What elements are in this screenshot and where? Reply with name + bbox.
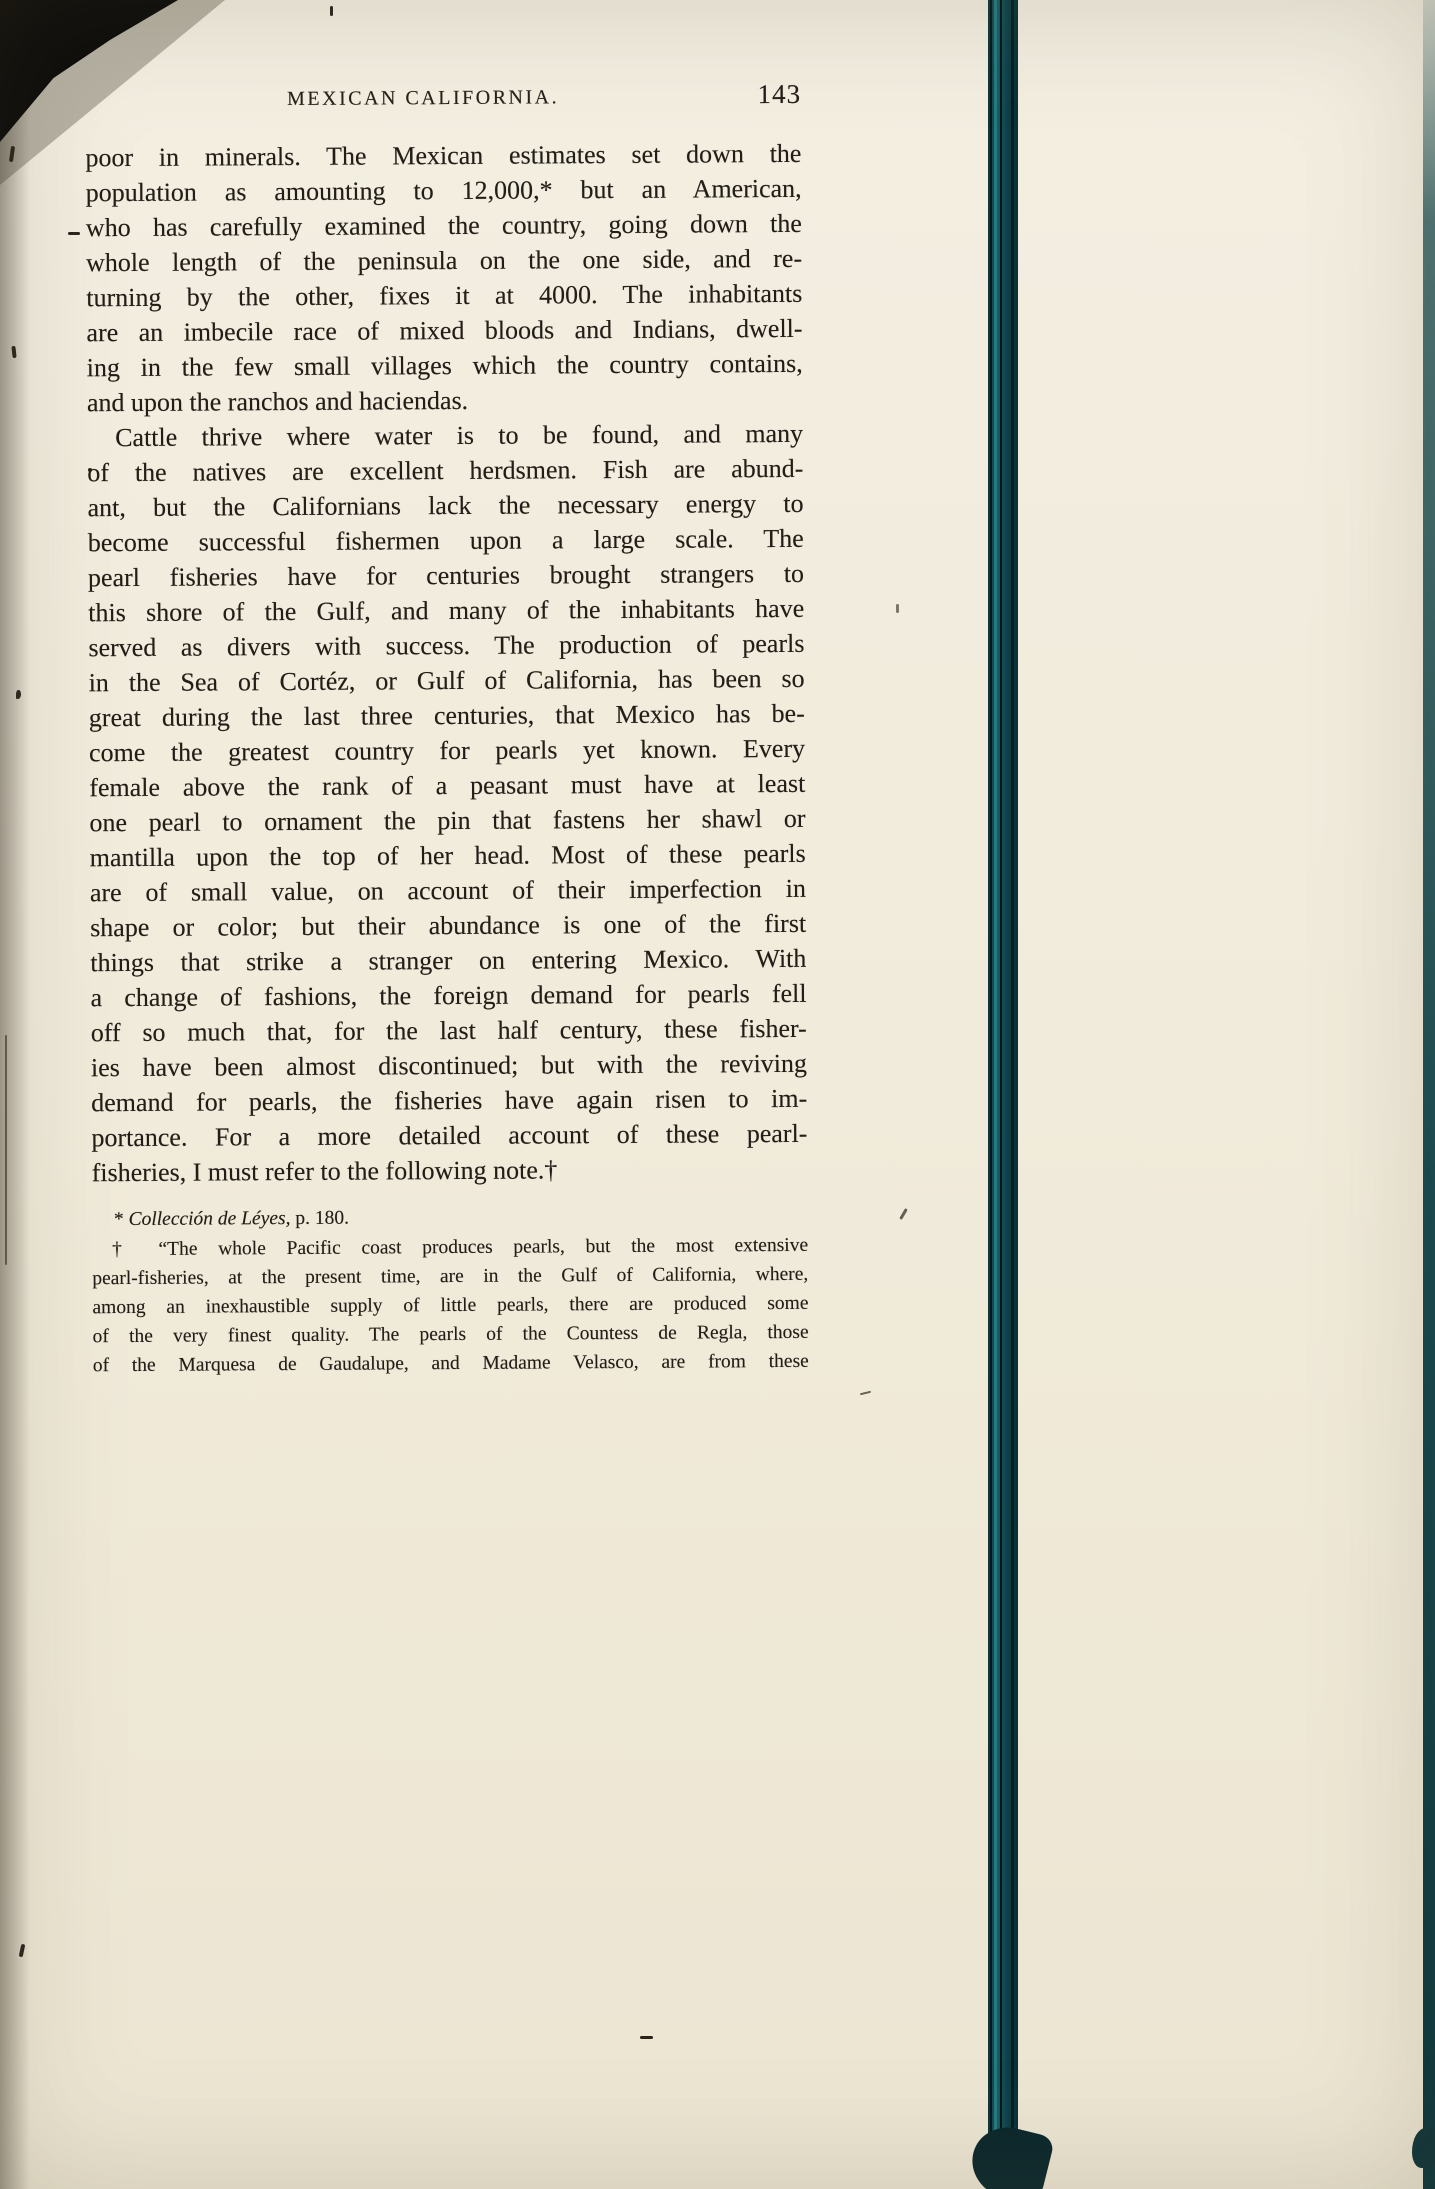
body-line: great during the last three centuries, that Mexico has be- — [88, 698, 805, 733]
body-line: demand for pearls, the fisheries have again risen to im- — [91, 1083, 808, 1118]
body-line: are of small value, on account of their imperfection in — [89, 873, 807, 908]
running-title: MEXICAN CALIFORNIA. — [287, 86, 560, 111]
footnote-page-ref: p. 180. — [295, 1207, 350, 1229]
body-line: ant, but the Californians lack the necessary energy to — [87, 488, 804, 523]
scan-right-border — [1423, 0, 1435, 2189]
page-edge-line — [1011, 0, 1014, 2189]
body-line: poor in minerals. The Mexican estimates set down the — [85, 138, 802, 173]
footnote-line: of the Marquesa de Gaudalupe, and Madame Velasco, are from these — [92, 1350, 809, 1377]
footnote-citation: Collección de Léyes, — [128, 1208, 291, 1230]
body-line: become successful fishermen upon a large scale. The — [87, 523, 804, 558]
footnote-line: † “The whole Pacific coast produces pearls, but the most extensive — [112, 1234, 809, 1261]
body-line: mantilla upon the top of her head. Most of these pearls — [89, 838, 806, 873]
body-line: served as divers with success. The production of pearls — [88, 628, 805, 663]
scan-speck — [896, 604, 899, 613]
body-line: off so much that, for the last half century, these fisher- — [90, 1013, 807, 1048]
body-line: a change of fashions, the foreign demand for pearls fell — [90, 978, 807, 1013]
footnote-1 — [92, 1201, 808, 1234]
body-line: pearl fisheries have for centuries brought strangers to — [87, 558, 805, 593]
page-number: 143 — [757, 78, 802, 110]
footnote-line: among an inexhaustible supply of little pearls, there are produced some — [92, 1292, 809, 1319]
scan-speck — [5, 1035, 7, 1265]
book-page-edges — [988, 0, 1018, 2189]
body-line: in the Sea of Cortéz, or Gulf of California, has been so — [88, 663, 805, 698]
page-edge-line — [1000, 0, 1002, 2189]
body-line: come the greatest country for pearls yet known. Every — [88, 733, 806, 768]
footnote-marker: * — [113, 1209, 124, 1231]
scan-speck — [899, 1208, 908, 1220]
body-line: female above the rank of a peasant must have at least — [89, 768, 806, 803]
scan-speck — [640, 2036, 653, 2039]
page-edge-line — [990, 0, 992, 2189]
footnote-line: of the very finest quality. The pearls of the Countess de Regla, those — [92, 1321, 809, 1348]
scan-bottom-corner-blot — [1412, 2128, 1435, 2168]
body-line: things that strike a stranger on entering Mexico. With — [90, 943, 807, 978]
body-line: ies have been almost discontinued; but with the reviving — [90, 1048, 808, 1083]
body-line: one pearl to ornament the pin that fastens her shawl or — [89, 803, 806, 838]
body-line: Cattle thrive where water is to be found, and many — [115, 418, 804, 453]
scan-speck — [68, 232, 80, 235]
page-content — [85, 78, 809, 1380]
body-line: are an imbecile race of mixed bloods and Indians, dwell- — [86, 313, 803, 348]
body-line: shape or color; but their abundance is one of the first — [90, 908, 807, 943]
page-header — [85, 78, 802, 114]
body-line: turning by the other, fixes it at 4000. The inhabitants — [86, 278, 803, 313]
body-line: portance. For a more detailed account of these pearl- — [91, 1118, 808, 1153]
scan-speck — [330, 6, 333, 16]
footnotes — [92, 1201, 809, 1380]
body-line: who has carefully examined the country, going down the — [85, 208, 802, 243]
footnote-line: pearl-fisheries, at the present time, are in the Gulf of California, where, — [92, 1263, 809, 1290]
body-line: fisheries, I must refer to the following note.† — [91, 1155, 558, 1188]
body-line: this shore of the Gulf, and many of the inhabitants have — [88, 593, 805, 628]
body-line: whole length of the peninsula on the one side, and re- — [85, 243, 803, 278]
body-line: ing in the few small villages which the country contains, — [86, 348, 803, 383]
footnote-2 — [92, 1231, 809, 1380]
body-text — [85, 136, 807, 1190]
body-line: and upon the ranchos and haciendas. — [86, 385, 469, 418]
scan-bottom-blot — [965, 2120, 1056, 2189]
page-edge-highlight — [994, 0, 997, 2189]
scan-speck — [860, 1391, 871, 1396]
body-line: population as amounting to 12,000,* but an American, — [85, 173, 802, 208]
body-line: of the natives are excellent herdsmen. Fish are abund- — [87, 453, 804, 488]
